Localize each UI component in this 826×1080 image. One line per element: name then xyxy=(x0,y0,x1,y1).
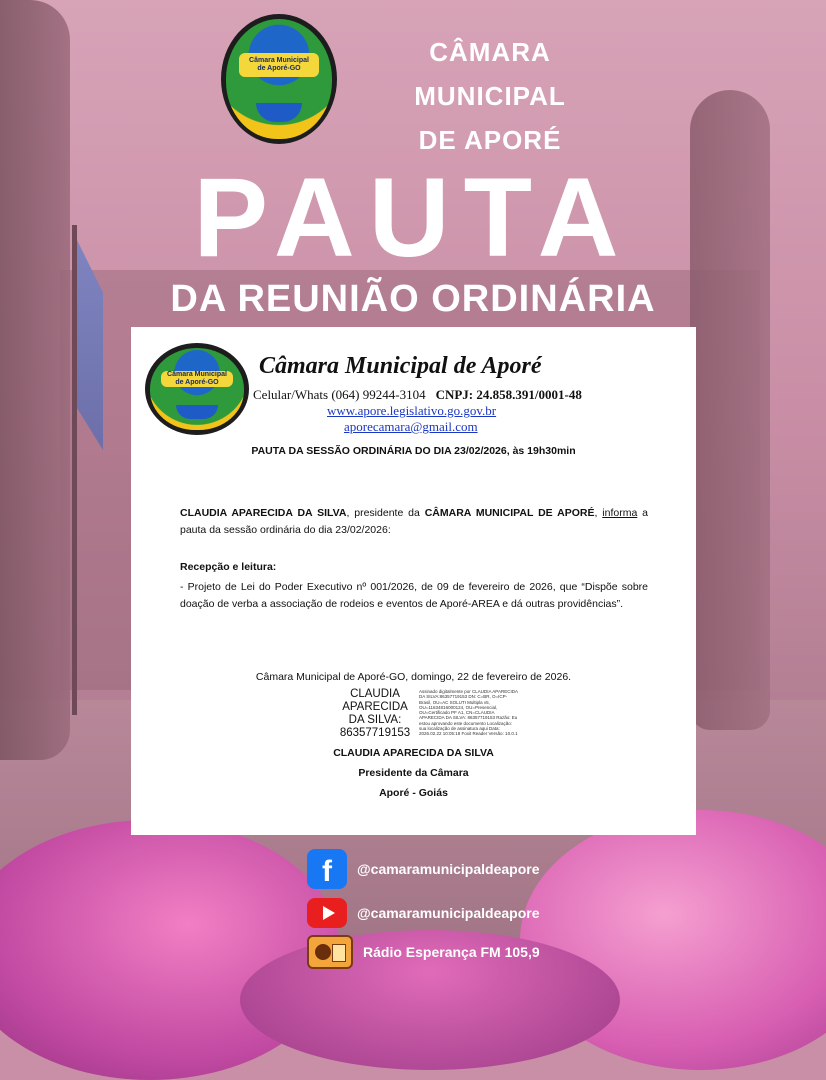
intro-mid: , presidente da xyxy=(346,507,425,519)
doc-seal-text-sub: de Aporé-GO xyxy=(175,379,219,387)
radio-icon xyxy=(307,935,353,969)
facebook-handle: @camaramunicipaldeapore xyxy=(357,861,540,877)
seal-text-sub: de Aporé-GO xyxy=(257,64,301,72)
document-seal-logo xyxy=(145,343,249,435)
social-facebook[interactable] xyxy=(307,849,540,889)
agenda-item: - Projeto de Lei do Poder Executivo nº 001/2026, de 09 de fevereiro de 2026, que “Dispõe sobre doação de verba a associação de rodeios e eventos de Aporé-AREA e dá outras providências”. xyxy=(180,581,648,610)
sig-line-2: APARECIDA xyxy=(342,701,408,713)
document-heading: PAUTA DA SESSÃO ORDINÁRIA DO DIA 23/02/2026, às 19h30min xyxy=(251,445,576,457)
page-subtitle: DA REUNIÃO ORDINÁRIA xyxy=(170,278,656,320)
section-title: Recepção e leitura: xyxy=(180,561,277,573)
doc-seal-text: Câmara Municipal xyxy=(167,371,227,379)
signer-name: CLAUDIA APARECIDA DA SILVA xyxy=(333,747,494,759)
sig-line-4: 86357719153 xyxy=(339,727,411,739)
municipal-seal-logo xyxy=(221,14,337,144)
signer-place: Aporé - Goiás xyxy=(379,787,448,799)
sig-line-3: DA SILVA: xyxy=(348,714,402,726)
intro-name: CLAUDIA APARECIDA DA SILVA xyxy=(180,507,347,519)
youtube-handle: @camaramunicipaldeapore xyxy=(357,905,540,921)
document-cnpj: CNPJ: 24.858.391/0001-48 xyxy=(435,387,582,402)
document-email-link[interactable]: aporecamara@gmail.com xyxy=(344,419,478,434)
facebook-icon: f xyxy=(307,849,347,889)
social-radio[interactable] xyxy=(307,935,540,969)
document-date-line: Câmara Municipal de Aporé-GO, domingo, 22 de fevereiro de 2026. xyxy=(255,671,572,683)
youtube-icon xyxy=(307,898,347,928)
intro-verb: informa xyxy=(602,507,638,519)
intro-sep: , xyxy=(594,507,603,519)
document-contact xyxy=(253,387,582,403)
brand-line-2: DE APORÉ xyxy=(418,125,562,155)
document-phone: Celular/Whats (064) 99244-3104 xyxy=(253,387,426,402)
radio-station: Rádio Esperança FM 105,9 xyxy=(363,944,540,960)
digital-signature-name xyxy=(338,688,412,740)
intro-org: CÂMARA MUNICIPAL DE APORÉ xyxy=(424,507,595,519)
document-sheet xyxy=(131,327,696,835)
brand-name xyxy=(350,30,630,162)
social-youtube[interactable] xyxy=(307,898,540,928)
document-intro xyxy=(180,505,648,539)
intro-end: a pauta da sessão ordinária do dia 23/02/2026: xyxy=(180,507,649,536)
seal-text: Câmara Municipal xyxy=(249,56,309,64)
signer-role: Presidente da Câmara xyxy=(358,767,469,779)
digital-signature-details: Assinado digitalmente por CLAUDIA APARECIDA DA SILVA:86357719153 DN: C=BR, O=ICP-Brasil, OU=AC SOLUTI Multipla v5, OU=11634816000124, OU=Presencial, OU=Certificado PF A1, CN=CLAUDIA APARECIDA DA SILVA: 86357719153 Razão: Eu estou aprovando este documento Localização: sua localização de assinatura aqui Data: 2026.02.22 10:05:18 Foxit Reader Versão: 10.0.1 xyxy=(419,689,518,737)
page-title: PAUTA xyxy=(193,155,633,280)
sig-line-1: CLAUDIA xyxy=(350,688,400,700)
brand-line-1: CÂMARA MUNICIPAL xyxy=(414,37,566,111)
document-website-link[interactable]: www.apore.legislativo.go.gov.br xyxy=(327,403,497,418)
background-tree-left xyxy=(0,0,70,760)
document-org-name: Câmara Municipal de Aporé xyxy=(259,353,542,379)
